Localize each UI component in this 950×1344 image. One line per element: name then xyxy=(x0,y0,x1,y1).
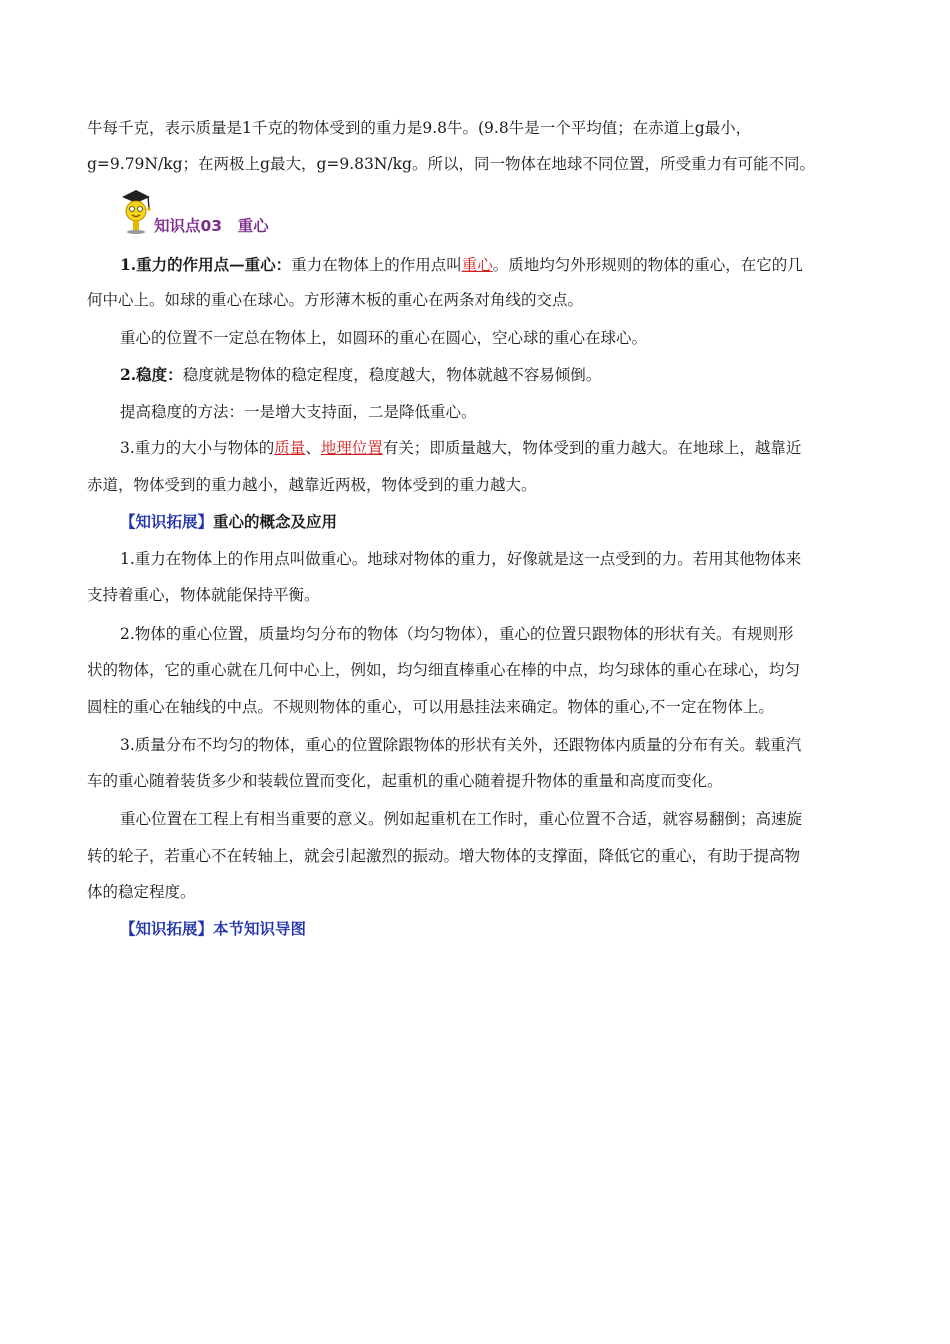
paragraph-5-line-2: 赤道，物体受到的重力越小，越靠近两极，物体受到的重力越大。 xyxy=(87,476,537,494)
paragraph-1-lead: 1.重力的作用点—重心： xyxy=(120,255,292,274)
extension-item-2-line-2: 状的物体，它的重心就在几何中心上，例如，均匀细直棒重心在棒的中点，均匀球体的重心在球心，均匀 xyxy=(87,661,801,679)
extension-title: 重心的概念及应用 xyxy=(213,513,338,531)
paragraph-1-text-b: 。质地均匀外形规则的物体的重心，在它的几 xyxy=(492,256,803,274)
paragraph-5-line-1 xyxy=(120,437,801,459)
paragraph-1-text-a: 重力在物体上的作用点叫 xyxy=(291,256,462,274)
extension-item-4-line-3: 体的稳定程度。 xyxy=(87,883,196,901)
paragraph-1-line-2: 何中心上。如球的重心在球心。方形薄木板的重心在两条对角线的交点。 xyxy=(87,291,584,309)
extension-item-4-line-2: 转的轮子，若重心不在转轴上，就会引起激烈的振动。增大物体的支撑面，降低它的重心，有助于提高物 xyxy=(87,847,801,865)
extension-item-2-line-1: 2.物体的重心位置，质量均匀分布的物体（均匀物体），重心的位置只跟物体的形状有关。有规则形 xyxy=(120,625,794,643)
extension-heading-2 xyxy=(120,918,306,940)
extension-item-4-line-1: 重心位置在工程上有相当重要的意义。例如起重机在工作时，重心位置不合适，就容易翻倒；高速旋 xyxy=(120,810,803,828)
extension-title-2: 本节知识导图 xyxy=(213,920,307,938)
paragraph-3-text: 稳度就是物体的稳定程度，稳度越大，物体就越不容易倾倒。 xyxy=(182,366,602,384)
section-title: 知识点03 重心 xyxy=(154,217,269,235)
intro-line-2: g=9.79N/kg；在两极上g最大，g=9.83N/kg。所以，同一物体在地球不同位置，所受重力有可能不同。 xyxy=(87,155,815,173)
paragraph-5-text-a: 3.重力的大小与物体的 xyxy=(120,439,275,457)
paragraph-3-lead: 2.稳度： xyxy=(120,365,183,384)
extension-heading-1 xyxy=(120,511,337,533)
paragraph-1-line-1 xyxy=(120,254,803,276)
paragraph-5-text-b: 有关；即质量越大，物体受到的重力越大。在地球上，越靠近 xyxy=(382,439,802,457)
extension-item-2-line-3: 圆柱的重心在轴线的中点。不规则物体的重心，可以用悬挂法来确定。物体的重心,不一定在物体上。 xyxy=(87,698,774,716)
paragraph-4: 提高稳度的方法：一是增大支持面，二是降低重心。 xyxy=(120,403,477,421)
student-graduation-cap-icon xyxy=(118,188,154,234)
paragraph-5-separator: 、 xyxy=(305,439,321,457)
term-center-of-gravity: 重心 xyxy=(461,256,493,274)
intro-line-1: 牛每千克，表示质量是1千克的物体受到的重力是9.8牛。(9.8牛是一个平均值；在赤道上g最小， xyxy=(87,119,752,137)
extension-tag-2: 【知识拓展】 xyxy=(120,920,214,938)
paragraph-2: 重心的位置不一定总在物体上，如圆环的重心在圆心，空心球的重心在球心。 xyxy=(120,329,648,347)
extension-item-1-line-2: 支持着重心，物体就能保持平衡。 xyxy=(87,586,320,604)
extension-item-3-line-2: 车的重心随着装货多少和装载位置而变化，起重机的重心随着提升物体的重量和高度而变化。 xyxy=(87,772,723,790)
extension-item-1-line-1: 1.重力在物体上的作用点叫做重心。地球对物体的重力，好像就是这一点受到的力。若用其他物体来 xyxy=(120,550,802,568)
term-mass: 质量 xyxy=(274,439,306,457)
extension-tag: 【知识拓展】 xyxy=(120,513,214,531)
term-geographic-location: 地理位置 xyxy=(320,439,383,457)
extension-item-3-line-1: 3.质量分布不均匀的物体，重心的位置除跟物体的形状有关外，还跟物体内质量的分布有关。载重汽 xyxy=(120,736,802,754)
paragraph-3 xyxy=(120,364,601,386)
